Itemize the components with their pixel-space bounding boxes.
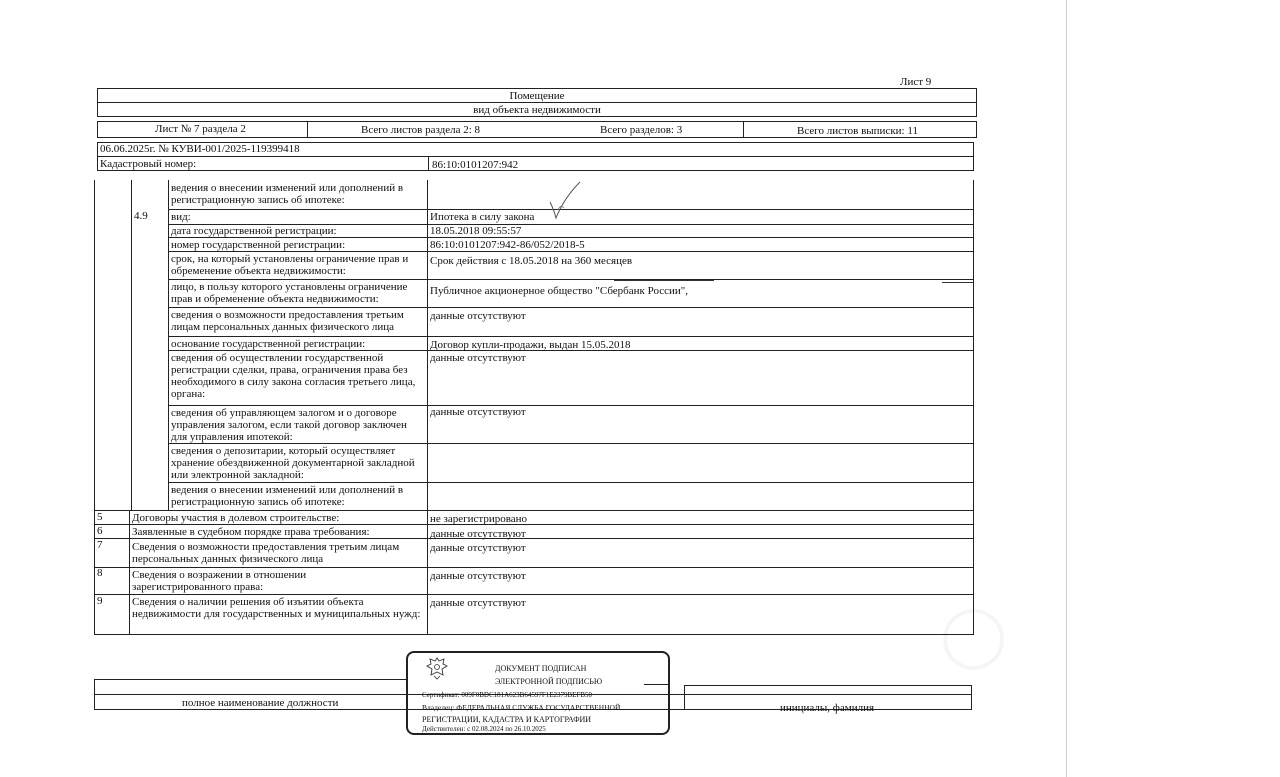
section-7-number: 7 [97, 539, 103, 551]
stamp-owner-1: Владелец: ФЕДЕРАЛЬНАЯ СЛУЖБА ГОСУДАРСТВЕННОЙ [422, 703, 621, 712]
doc-date-number: 06.06.2025г. № КУВИ-001/2025-119399418 [100, 143, 300, 155]
name-caption: инициалы, фамилия [780, 702, 875, 714]
total-sections: Всего разделов: 3 [600, 124, 683, 136]
row-personal-data-value: данные отсутствуют [430, 310, 526, 322]
row-basis-label: основание государственной регистрации: [171, 338, 366, 350]
object-type: Помещение [509, 90, 565, 102]
row-reg-date-value: 18.05.2018 09:55:57 [430, 225, 522, 237]
row-term-label: срок, на который установлены ограничение прав и обременение объекта недвижимости: [171, 253, 409, 277]
row-term-value: Срок действия с 18.05.2018 на 360 месяцев [430, 255, 633, 267]
section-9-value: данные отсутствуют [430, 597, 526, 609]
section-5-label: Договоры участия в долевом строительстве: [132, 512, 340, 524]
section-5-value: не зарегистрировано [430, 513, 528, 525]
total-extract-sheets: Всего листов выписки: 11 [797, 125, 918, 137]
stamp-title-2: ЭЛЕКТРОННОЙ ПОДПИСЬЮ [495, 677, 603, 686]
section-6-label: Заявленные в судебном порядке права требования: [132, 526, 370, 538]
cadastral-value: 86:10:0101207:942 [432, 159, 519, 171]
subsection-number: 4.9 [134, 210, 148, 222]
section-6-number: 6 [97, 525, 103, 537]
row-beneficiary-value: Публичное акционерное общество "Сбербанк России", [430, 285, 689, 297]
row-changes-label-bottom: ведения о внесении изменений или дополнений в регистрационную запись об ипотеке: [171, 484, 404, 508]
row-personal-data-label: сведения о возможности предоставления третьим лицам персональных данных физического лица [171, 309, 404, 333]
row-changes-label-top: ведения о внесении изменений или дополнений в регистрационную запись об ипотеке: [171, 182, 404, 206]
section-7-label: Сведения о возможности предоставления третьим лицам персональных данных физического лица [132, 541, 400, 565]
row-beneficiary-label: лицо, в пользу которого установлены ограничение прав и обременение объекта недвижимости: [171, 281, 408, 305]
row-pledge-manager-value: данные отсутствуют [430, 406, 526, 418]
section-8-number: 8 [97, 567, 103, 579]
row-changes-value-top [428, 181, 973, 209]
cadastral-label: Кадастровый номер: [100, 158, 197, 170]
section-9-number: 9 [97, 595, 103, 607]
section-sheet: Лист № 7 раздела 2 [155, 123, 246, 135]
row-reg-number-value: 86:10:0101207:942-86/052/2018-5 [430, 239, 585, 251]
handwritten-checkmark-icon [546, 180, 586, 222]
stamp-certificate: Сертификат: 009F0BDC181A623B64597F1E2379BEFB50 [422, 691, 593, 699]
section-9-label: Сведения о наличии решения об изъятии объекта недвижимости для государственных и муниципальных нужд: [132, 596, 421, 620]
object-type-box [97, 88, 977, 117]
doc-id-box [97, 142, 974, 171]
object-type-caption: вид объекта недвижимости [473, 104, 601, 116]
row-changes-value-bottom [428, 483, 973, 485]
sheet-number: Лист 9 [900, 76, 932, 88]
row-type-value: Ипотека в силу закона [430, 211, 535, 223]
eagle-emblem-icon [424, 655, 450, 681]
scan-edge [1066, 0, 1067, 777]
stamp-owner-2: РЕГИСТРАЦИИ, КАДАСТРА И КАРТОГРАФИИ [422, 715, 592, 724]
e-signature-stamp [406, 651, 670, 735]
section-8-value: данные отсутствуют [430, 570, 526, 582]
row-type-label: вид: [171, 211, 191, 223]
section-7-value: данные отсутствуют [430, 542, 526, 554]
section-8-label: Сведения о возражении в отношении зарегистрированного права: [132, 569, 307, 593]
row-depository-value [428, 444, 973, 446]
row-basis-value: Договор купли-продажи, выдан 15.05.2018 [430, 339, 631, 351]
row-depository-label: сведения о депозитарии, который осуществляет хранение обездвиженной документарной закладной или электронной закладной: [171, 445, 415, 481]
row-consent-value: данные отсутствуют [430, 352, 526, 364]
section-total-sheets: Всего листов раздела 2: 8 [361, 124, 481, 136]
sheet-info-row [97, 121, 977, 138]
stamp-validity: Действителен: с 02.08.2024 по 26.10.2025 [422, 725, 546, 733]
encumbrance-table [94, 180, 974, 635]
section-6-value: данные отсутствуют [430, 528, 526, 540]
row-reg-date-label: дата государственной регистрации: [171, 225, 337, 237]
section-5-number: 5 [97, 511, 103, 523]
row-consent-label: сведения об осуществлении государственной регистрации сделки, права, ограничения права без необходимого в силу закона согласия третьего лица, органа: [171, 352, 416, 400]
position-caption: полное наименование должности [182, 697, 339, 709]
stamp-title-1: ДОКУМЕНТ ПОДПИСАН [495, 664, 587, 673]
row-reg-number-label: номер государственной регистрации: [171, 239, 346, 251]
watermark [940, 600, 1009, 670]
row-pledge-manager-label: сведения об управляющем залогом и о договоре управления залогом, если такой договор заключен для управления ипотекой: [171, 407, 407, 443]
